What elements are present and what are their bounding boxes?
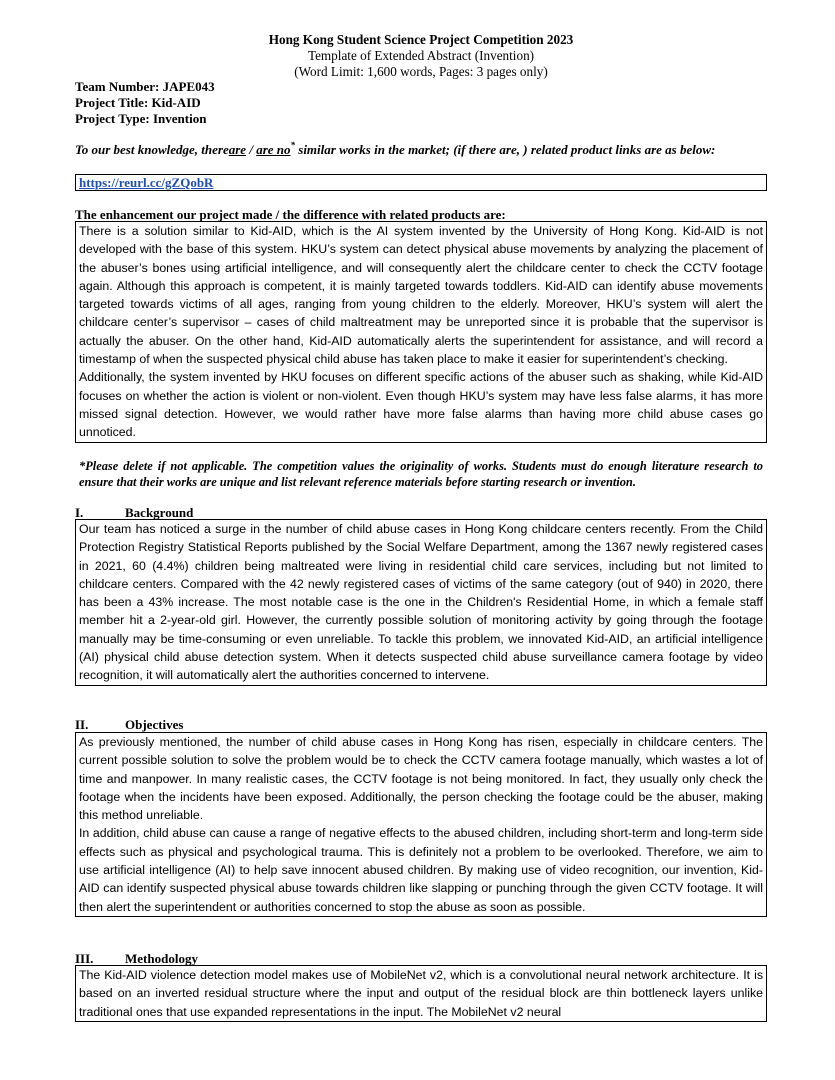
methodology-title: Methodology bbox=[125, 951, 198, 966]
knowledge-statement bbox=[75, 142, 763, 158]
product-link-box bbox=[75, 174, 767, 191]
are-option: are bbox=[228, 142, 247, 157]
slash: / bbox=[246, 142, 257, 157]
methodology-heading bbox=[75, 951, 198, 966]
are-no-option: are no bbox=[256, 142, 291, 157]
competition-title: Hong Kong Student Science Project Competition 2023 bbox=[268, 32, 574, 47]
enhancement-box bbox=[75, 221, 767, 443]
background-title: Background bbox=[125, 505, 194, 520]
objectives-paragraph-2: In addition, child abuse can cause a range of negative effects to the abused children, including short-term and long-term side effects such as physical and psychological trauma. This is definitely not a problem to be overlooked. Therefore, we aim to use artificial intelligence (AI) to help save innocent abused children. By making use of video recognition, our invention, Kid-AID can identify suspected physical abuse towards children like slapping or punching through the given CCTV footage. It will then alert the superintendent or authorities concerned to stop the abuse as soon as possible. bbox=[79, 826, 763, 914]
knowledge-text-1: To our best knowledge, there bbox=[75, 142, 229, 157]
word-limit: (Word Limit: 1,600 words, Pages: 3 pages only) bbox=[294, 64, 548, 79]
methodology-box bbox=[75, 965, 767, 1022]
team-number: Team Number: JAPE043 bbox=[75, 79, 215, 94]
objectives-paragraph-1: As previously mentioned, the number of child abuse cases in Hong Kong has risen, especially in childcare centers. The current possible solution to solve the problem would be to check the CCTV camera footage manually, which wastes a lot of time and manpower. In many realistic cases, the CCTV footage is not being monitored. In fact, they usually only check the footage when the incidents have been exposed. Additionally, the person checking the footage could be the abuser, making this method unreliable. bbox=[79, 735, 763, 823]
objectives-number: II. bbox=[75, 717, 89, 732]
document-header bbox=[75, 32, 767, 80]
objectives-title: Objectives bbox=[125, 717, 184, 732]
objectives-box bbox=[75, 732, 767, 917]
project-type: Project Type: Invention bbox=[75, 111, 207, 126]
background-box bbox=[75, 519, 767, 686]
originality-note: *Please delete if not applicable. The competition values the originality of works. Students must do enough literature research to ensure that their works are unique and list relevant reference materials before starting research or invention. bbox=[79, 459, 763, 489]
enhancement-paragraph-2: Additionally, the system invented by HKU focuses on different specific actions of the abuser such as shaking, while Kid-AID focuses on whether the action is violent or non-violent. Even though HKU’s system may have less false alarms, it has more missed signal detection. However, we would rather have more false alarms than having more child abuse cases go unnoticed. bbox=[79, 370, 763, 440]
methodology-number: III. bbox=[75, 951, 94, 966]
background-number: I. bbox=[75, 505, 84, 520]
product-link[interactable]: https://reurl.cc/gZQobR bbox=[79, 175, 214, 190]
enhancement-heading: The enhancement our project made / the difference with related products are: bbox=[75, 207, 506, 222]
methodology-text: The Kid-AID violence detection model makes use of MobileNet v2, which is a convolutional neural network architecture. It is based on an inverted residual structure where the input and output of the residual block are thin bottleneck layers unlike traditional ones that use expanded representations in the input. The MobileNet v2 neural bbox=[79, 968, 763, 1019]
knowledge-text-3: ; (if there are, ) related product links are as below: bbox=[445, 142, 716, 157]
background-heading bbox=[75, 505, 193, 520]
project-title: Project Title: Kid-AID bbox=[75, 95, 201, 110]
knowledge-text-2: similar works in the market bbox=[295, 142, 446, 157]
background-text: Our team has noticed a surge in the number of child abuse cases in Hong Kong childcare centers recently. From the Child Protection Registry Statistical Reports published by the Social Welfare Department, among the 1367 newly registered cases in 2021, 60 (4.4%) children being maltreated were living in residential child care services, including but not limited to childcare centers. Compared with the 42 newly registered cases of victims of the same category (out of 940) in 2020, there has been a 43% increase. The most notable case is the one in the Children's Residential Home, in which a female staff member hit a 2-year-old girl. However, the currently possible solution of monitoring activity by going through the footage manually may be time-consuming or even unreliable. To tackle this problem, we innovated Kid-AID, an artificial intelligence (AI) physical child abuse detection system. When it detects suspected child abuse surveillance camera footage by video recognition, it will automatically alert the authorities concerned to intervene. bbox=[79, 522, 763, 683]
template-subtitle: Template of Extended Abstract (Invention) bbox=[307, 48, 535, 63]
objectives-heading bbox=[75, 717, 183, 732]
project-meta bbox=[75, 79, 215, 127]
asterisk: * bbox=[290, 140, 296, 150]
enhancement-paragraph-1: There is a solution similar to Kid-AID, which is the AI system invented by the University of Hong Kong. Kid-AID is not developed with the base of this system. HKU’s system can detect physical abuse movements by analyzing the placement of the abuser’s bones using artificial intelligence, and will consequently alert the childcare center to check the CCTV footage again. Although this approach is competent, it is mainly targeted towards toddlers. Kid-AID can identify abuse movements targeted towards victims of all ages, ranging from young children to the elderly. Moreover, HKU’s system will alert the childcare center’s supervisor – cases of child maltreatment may be unreported since it is probable that the supervisor is actually the abuser. On the other hand, Kid-AID automatically alerts the superintendent for assistance, and will record a timestamp of when the suspected physical child abuse has taken place to make it easier for superintendent’s checking. bbox=[79, 224, 763, 367]
